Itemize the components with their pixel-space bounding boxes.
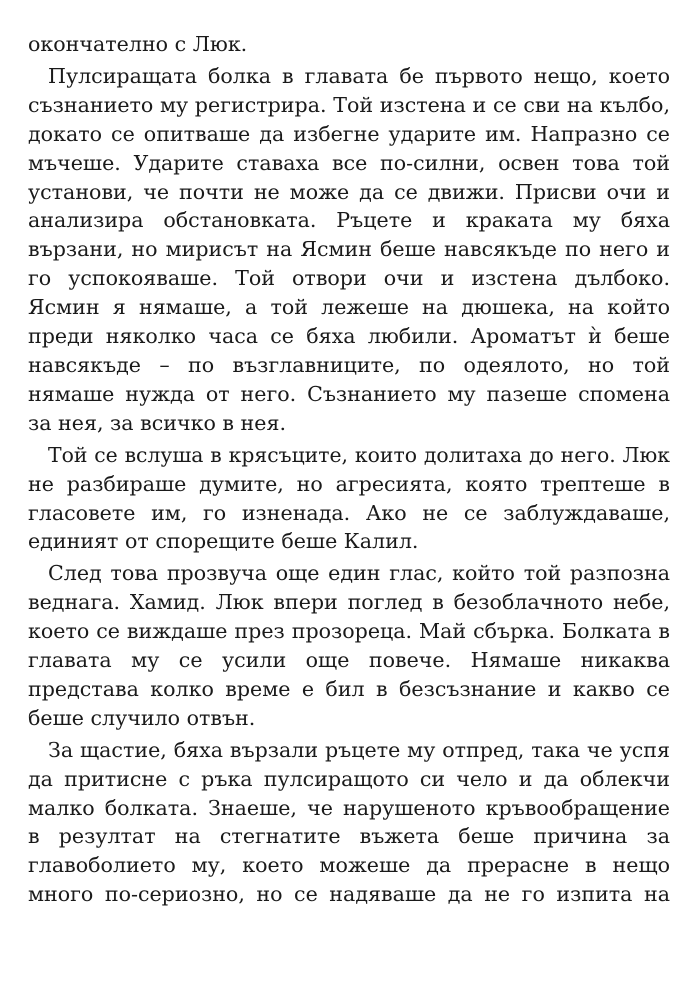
text-line: преди няколко часа се бяха любили. Ароматът ѝ беше	[28, 324, 670, 349]
text-line: Ясмин я нямаше, а той лежеше на дюшека, на който	[28, 295, 670, 320]
text-line: нямаше нужда от него. Съзнанието му пазеше спомена	[28, 381, 670, 406]
text-line: мъчеше. Ударите ставаха все по-силни, освен това той	[28, 150, 670, 175]
text-line: вързани, но мирисът на Ясмин беше навсякъде по него и	[28, 237, 670, 262]
text-line: не разбираше думите, но агресията, която трептеше в	[28, 471, 670, 496]
text-line: анализира обстановката. Ръцете и краката му бяха	[28, 208, 670, 233]
text-line: съзнанието му регистрира. Той изстена и се сви на кълбо,	[28, 92, 670, 117]
text-line: установи, че почти не може да се движи. Присви очи и	[28, 179, 670, 204]
text-line: веднага. Хамид. Люк впери поглед в безоблачното небе,	[28, 590, 670, 615]
text-line: в резултат на стегнатите въжета беше причина за	[28, 824, 670, 849]
page-body	[28, 30, 670, 912]
paragraph-3	[28, 441, 670, 557]
text-line: главата му се усили още повече. Нямаше никаква	[28, 648, 670, 673]
text-line: малко болката. Знаеше, че нарушеното кръвообращение	[28, 795, 670, 820]
paragraph-5	[28, 736, 670, 909]
text-line: да притисне с ръка пулсиращото си чело и да облекчи	[28, 766, 670, 791]
text-line: гласовете им, го изненада. Ако не се заблуждаваше,	[28, 500, 670, 525]
text-line: представа колко време е бил в безсъзнание и какво се	[28, 676, 670, 701]
text-line: много по-сериозно, но се надяваше да не го изпита на	[28, 882, 670, 907]
text-line: окончателно с Люк.	[28, 32, 248, 56]
text-line: Пулсиращата болка в главата бе първото нещо, което	[48, 63, 670, 88]
paragraph-4	[28, 559, 670, 732]
paragraph-2	[28, 62, 670, 438]
text-line: След това прозвуча още един глас, който той разпозна	[48, 561, 670, 586]
text-line: единият от спорещите беше Калил.	[28, 529, 419, 554]
text-line: което се виждаше през прозореца. Май сбърка. Болката в	[28, 619, 670, 644]
text-line: главоболието му, което можеше да прерасне в нещо	[28, 853, 670, 878]
text-line: докато се опитваше да избегне ударите им. Напразно се	[28, 121, 670, 146]
text-line: навсякъде – по възглавниците, по одеялото, но той	[28, 352, 670, 377]
text-line: За щастие, бяха вързали ръцете му отпред, така че успя	[48, 737, 670, 762]
paragraph-1	[28, 30, 670, 59]
text-line: Той се вслуша в крясъците, които долитаха до него. Люк	[48, 442, 670, 467]
text-line: за нея, за всичко в нея.	[28, 410, 286, 435]
text-line: го успокояваше. Той отвори очи и изстена дълбоко.	[28, 266, 670, 291]
text-line: беше случило отвън.	[28, 705, 256, 730]
